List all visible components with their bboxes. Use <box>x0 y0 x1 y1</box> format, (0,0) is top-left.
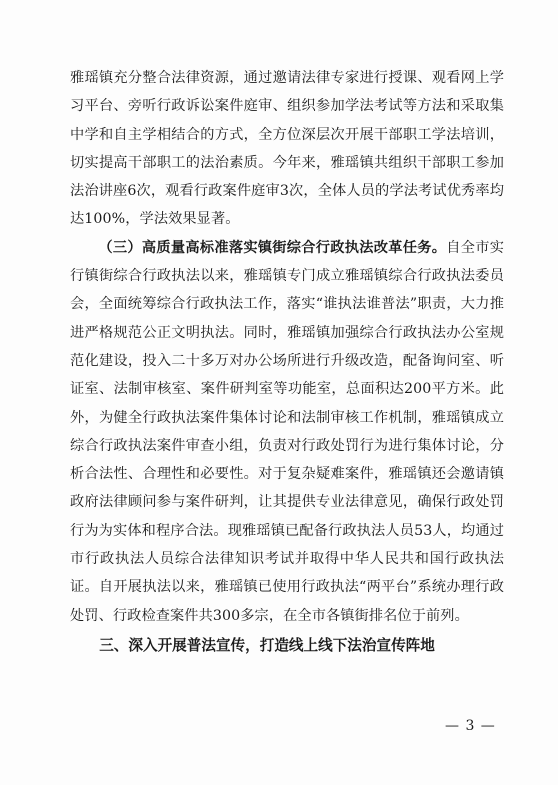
page-number: — 3 — <box>445 718 496 734</box>
section-heading: 三、深入开展普法宣传，打造线上线下法治宣传阵地 <box>99 636 435 654</box>
paragraph-enforcement-reform <box>70 234 504 630</box>
subsection-heading: （三）高质量高标准落实镇街综合行政执法改革任务。 <box>98 239 447 256</box>
document-body <box>70 64 504 660</box>
paragraph-enforcement-body: 自全市实行镇街综合行政执法以来，雅瑶镇专门成立雅瑶镇综合行政执法委员会，全面统筹综合行政执法工作，落实“谁执法谁普法”职责，大力推进严格规范公正文明执法。同时，雅瑶镇加强综合行政执法办公室规范化建设，投入二十多万对办公场所进行升级改造，配备询问室、听证室、法制审核室、案件研判室等功能室，总面积达200平方米。此外，为健全行政执法案件集体讨论和法制审核工作机制，雅瑶镇成立综合行政执法案件审查小组，负责对行政处罚行为进行集体讨论，分析合法性、合理性和必要性。对于复杂疑难案件，雅瑶镇还会邀请镇政府法律顾问参与案件研判，让其提供专业法律意见，确保行政处罚行为为实体和程序合法。现雅瑶镇已配备行政执法人员53人，均通过市行政执法人员综合法律知识考试并取得中华人民共和国行政执法证。自开展执法以来，雅瑶镇已使用行政执法“两平台”系统办理行政处罚、行政检查案件共300多宗，在全市各镇街排名位于前列。 <box>70 239 505 624</box>
paragraph-continued: 雅瑶镇充分整合法律资源，通过邀请法律专家进行授课、观看网上学习平台、旁听行政诉讼案件庭审、组织参加学法考试等方法和采取集中学和自主学相结合的方式，全方位深层次开展干部职工学法培训，切实提高干部职工的法治素质。今年来，雅瑶镇共组织干部职工参加法治讲座6次，观看行政案件庭审3次，全体人员的学法考试优秀率均达100%，学法效果显著。 <box>70 70 504 228</box>
